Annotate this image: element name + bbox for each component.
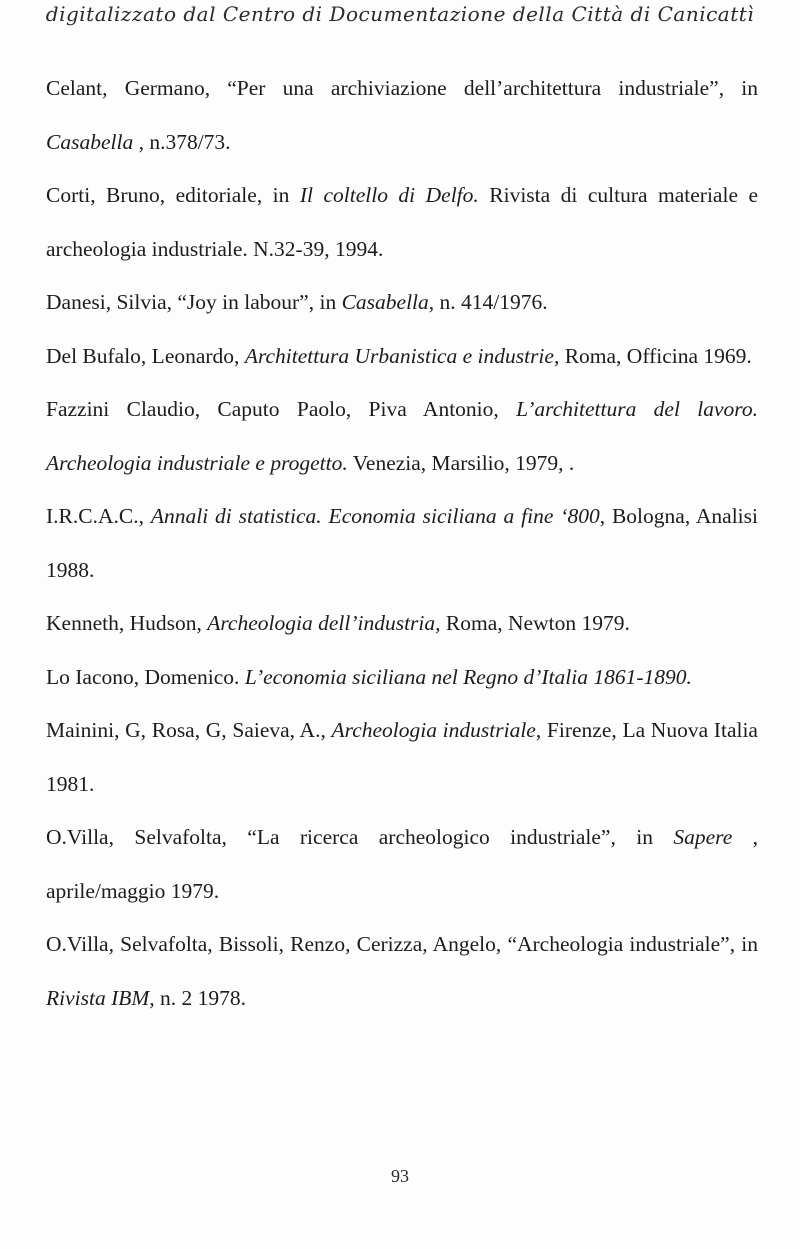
entry-text: Danesi, Silvia, “Joy in labour”, in xyxy=(46,290,342,314)
entry-text: Lo Iacono, Domenico. xyxy=(46,664,245,689)
bibliography-entry xyxy=(46,276,758,330)
entry-text: Celant, Germano, “Per una archiviazione dell’architettura industriale”, in xyxy=(46,76,758,100)
entry-text: Kenneth, Hudson, xyxy=(46,611,208,635)
entry-title-text: Archeologia dell’industria, xyxy=(207,611,441,635)
bibliography-entry xyxy=(46,811,758,918)
entry-text: Corti, Bruno, editoriale, in xyxy=(46,183,300,207)
entry-text: Mainini, G, Rosa, G, Saieva, A., xyxy=(46,718,332,742)
entry-title-text: Casabella xyxy=(46,129,134,154)
entry-title-text: L’economia siciliana nel Regno d’Italia 1861-1890. xyxy=(244,664,692,689)
entry-text: I.R.C.A.C., xyxy=(46,504,151,528)
digitization-watermark: digitalizzato dal Centro di Documentazione della Città di Canicattì xyxy=(45,2,755,26)
bibliography-entry xyxy=(46,330,758,384)
entry-text: Roma, Newton 1979. xyxy=(440,611,630,635)
entry-title-text: Architettura Urbanistica e industrie xyxy=(244,343,554,368)
entry-text: O.Villa, Selvafolta, Bissoli, Renzo, Cerizza, Angelo, “Archeologia industriale”, in xyxy=(46,932,758,956)
bibliography-entry xyxy=(46,918,758,1025)
entry-title-text: Casabella, xyxy=(341,290,435,314)
bibliography-entry xyxy=(46,169,758,276)
bibliography-list xyxy=(46,62,758,1025)
entry-text: O.Villa, Selvafolta, “La ricerca archeologico industriale”, in xyxy=(46,825,674,849)
bibliography-entry xyxy=(46,704,758,811)
entry-title-text: Il coltello di Delfo. xyxy=(299,183,479,207)
page-number: 93 xyxy=(391,1166,409,1186)
bibliography-entry xyxy=(46,383,758,490)
entry-text: Rivista di cultura materiale e archeologia industriale. N.32-39, 1994. xyxy=(46,183,758,261)
entry-text: , Bologna, Analisi 1988. xyxy=(46,504,758,582)
entry-text: Fazzini Claudio, Caputo Paolo, Piva Antonio, xyxy=(46,397,517,421)
entry-title-text: Sapere xyxy=(673,825,733,849)
entry-title-text: Annali di statistica. Economia siciliana a fine ‘800 xyxy=(150,504,600,528)
entry-text: , aprile/maggio 1979. xyxy=(46,825,759,903)
entry-text: , Roma, Officina 1969. xyxy=(553,343,752,368)
entry-text: , n.378/73. xyxy=(133,129,231,154)
bibliography-entry xyxy=(46,597,758,651)
bibliography-entry xyxy=(46,651,758,705)
entry-text: Del Bufalo, Leonardo, xyxy=(46,343,245,368)
entry-text: n. 414/1976. xyxy=(434,290,548,314)
entry-title-text: Rivista IBM, xyxy=(46,985,155,1010)
entry-title-text: Archeologia industriale xyxy=(331,718,536,742)
bibliography-entry xyxy=(46,62,758,169)
entry-text: Venezia, Marsilio, 1979, . xyxy=(347,450,575,475)
entry-title-text: L’architettura del lavoro. Archeologia industriale e progetto. xyxy=(46,397,758,475)
bibliography-entry xyxy=(46,490,758,597)
entry-text: n. 2 1978. xyxy=(154,985,247,1010)
entry-text: , Firenze, La Nuova Italia 1981. xyxy=(46,718,758,796)
